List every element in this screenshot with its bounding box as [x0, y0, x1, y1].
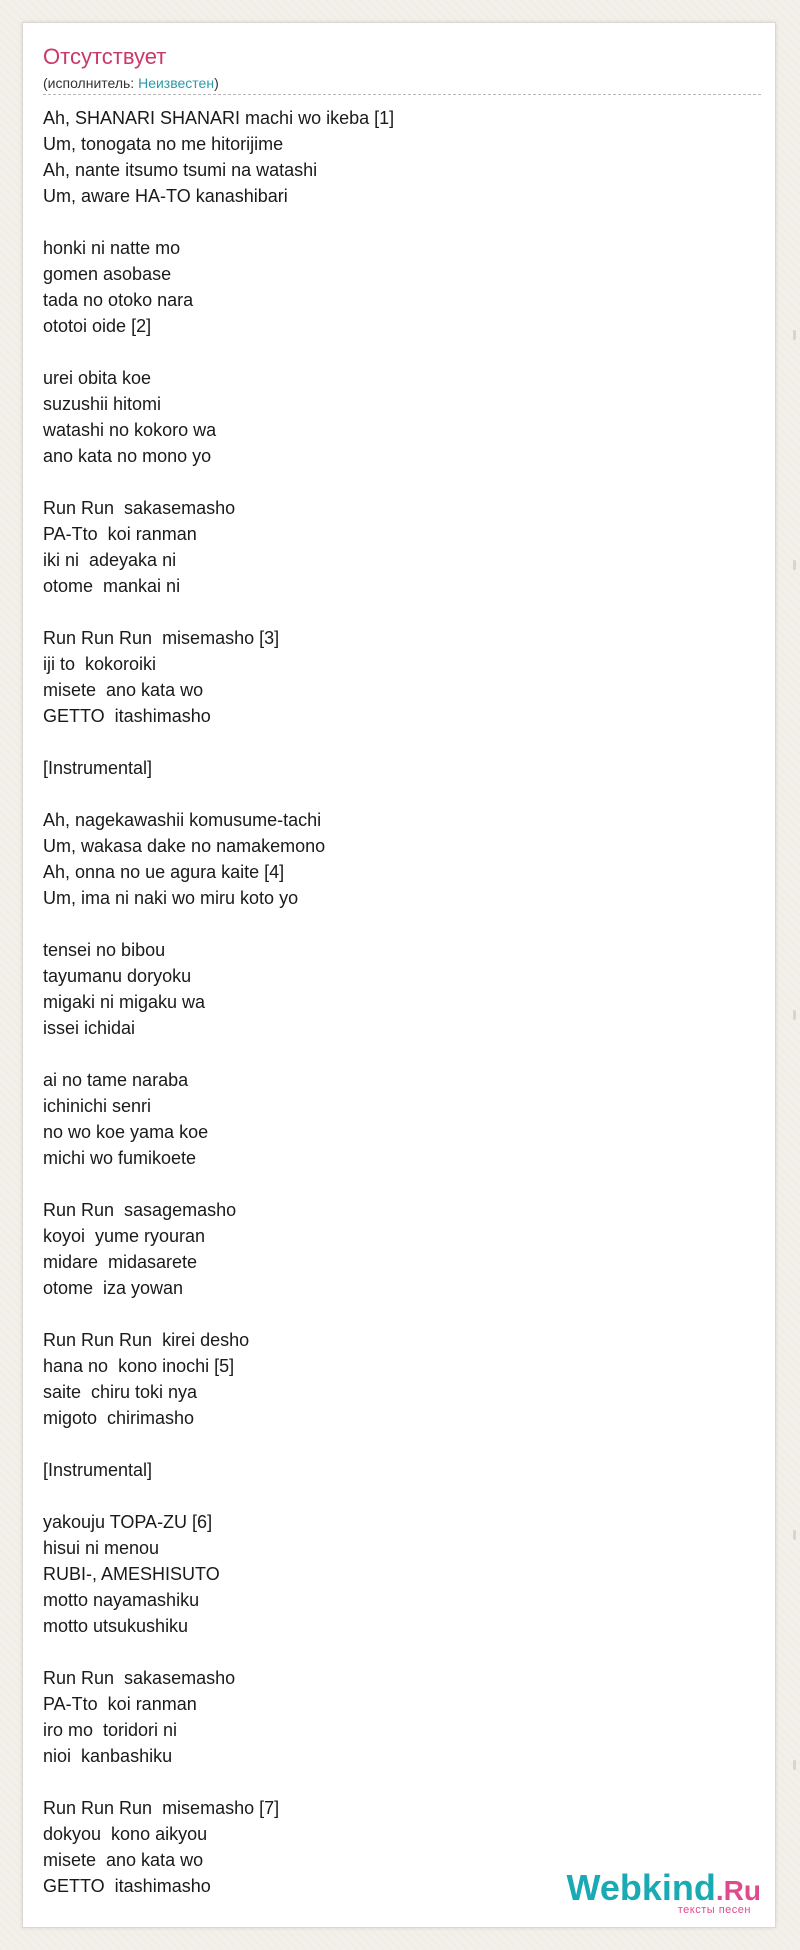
lyrics-blank-line [43, 1769, 743, 1795]
lyrics-line: tada no otoko nara [43, 290, 194, 310]
lyrics-line: Ah, onna no ue agura kaite [4] [43, 862, 285, 882]
lyrics-line: koyoi yume ryouran [43, 1226, 206, 1246]
lyrics-line: nioi kanbashiku [43, 1746, 173, 1766]
lyrics-line: tensei no bibou [43, 940, 166, 960]
lyrics-line: iji to kokoroiki [43, 654, 157, 674]
lyrics-line: saite chiru toki nya [43, 1382, 198, 1402]
lyrics-blank-line [43, 599, 743, 625]
lyrics-line: GETTO itashimasho [43, 706, 211, 726]
lyrics-line: Ah, nagekawashii komusume-tachi [43, 810, 322, 830]
lyrics-line: Um, aware HA-TO kanashibari [43, 186, 288, 206]
lyrics-line: Run Run sasagemasho [43, 1200, 237, 1220]
lyrics-line: iro mo toridori ni [43, 1720, 178, 1740]
lyrics-line: yakouju TOPA-ZU [6] [43, 1512, 213, 1532]
lyrics-line: issei ichidai [43, 1018, 136, 1038]
lyrics-line: hisui ni menou [43, 1538, 160, 1558]
lyrics-line: ano kata no mono yo [43, 446, 212, 466]
side-decoration [793, 1760, 796, 1770]
lyrics-line: Run Run Run misemasho [3] [43, 628, 280, 648]
lyrics-line: otome mankai ni [43, 576, 181, 596]
lyrics-line: GETTO itashimasho [43, 1876, 211, 1896]
lyrics-line: Um, tonogata no me hitorijime [43, 134, 284, 154]
artist-line [43, 74, 219, 92]
lyrics-blank-line [43, 1171, 743, 1197]
lyrics-blank-line [43, 729, 743, 755]
artist-prefix: (исполнитель: [43, 75, 139, 91]
lyrics-text [43, 105, 743, 1899]
lyrics-blank-line [43, 1041, 743, 1067]
lyrics-line: midare midasarete [43, 1252, 198, 1272]
site-logo[interactable] [521, 1868, 761, 1918]
lyrics-blank-line [43, 469, 743, 495]
lyrics-blank-line [43, 1483, 743, 1509]
lyrics-line: gomen asobase [43, 264, 172, 284]
lyrics-line: motto nayamashiku [43, 1590, 200, 1610]
lyrics-line: ichinichi senri [43, 1096, 152, 1116]
logo-tld: .Ru [715, 1875, 761, 1906]
side-decoration [793, 1010, 796, 1020]
lyrics-line: misete ano kata wo [43, 1850, 204, 1870]
lyrics-line: urei obita koe [43, 368, 152, 388]
lyrics-blank-line [43, 1639, 743, 1665]
lyrics-blank-line [43, 1301, 743, 1327]
lyrics-line: Um, ima ni naki wo miru koto yo [43, 888, 299, 908]
lyrics-line: ototoi oide [2] [43, 316, 152, 336]
lyrics-line: tayumanu doryoku [43, 966, 192, 986]
lyrics-line: migaki ni migaku wa [43, 992, 206, 1012]
lyrics-line: watashi no kokoro wa [43, 420, 217, 440]
lyrics-line: dokyou kono aikyou [43, 1824, 208, 1844]
artist-link[interactable]: Неизвестен [138, 75, 215, 91]
lyrics-line: RUBI-, AMESHISUTO [43, 1564, 220, 1584]
lyrics-line: Run Run Run misemasho [7] [43, 1798, 280, 1818]
lyrics-line: PA-Tto koi ranman [43, 1694, 197, 1714]
lyrics-line: suzushii hitomi [43, 394, 162, 414]
lyrics-line: Ah, SHANARI SHANARI machi wo ikeba [1] [43, 108, 395, 128]
logo-tagline: тексты песен [677, 1904, 751, 1916]
lyrics-blank-line [43, 339, 743, 365]
logo-brand: Webkind [566, 1867, 716, 1908]
side-decoration [793, 330, 796, 340]
lyrics-line: Run Run sakasemasho [43, 498, 236, 518]
lyrics-line: honki ni natte mo [43, 238, 181, 258]
lyrics-card [22, 22, 776, 1928]
lyrics-line: [Instrumental] [43, 1460, 153, 1480]
lyrics-line: migoto chirimasho [43, 1408, 195, 1428]
lyrics-blank-line [43, 911, 743, 937]
title-divider [43, 94, 761, 95]
lyrics-line: Um, wakasa dake no namakemono [43, 836, 326, 856]
lyrics-line: otome iza yowan [43, 1278, 184, 1298]
song-title: Отсутствует [43, 44, 167, 69]
lyrics-line: Run Run Run kirei desho [43, 1330, 250, 1350]
lyrics-blank-line [43, 1431, 743, 1457]
artist-suffix: ) [214, 75, 219, 91]
lyrics-line: Run Run sakasemasho [43, 1668, 236, 1688]
lyrics-line: hana no kono inochi [5] [43, 1356, 235, 1376]
lyrics-line: Ah, nante itsumo tsumi na watashi [43, 160, 318, 180]
lyrics-blank-line [43, 209, 743, 235]
lyrics-line: motto utsukushiku [43, 1616, 189, 1636]
lyrics-line: ai no tame naraba [43, 1070, 189, 1090]
lyrics-line: iki ni adeyaka ni [43, 550, 177, 570]
lyrics-line: PA-Tto koi ranman [43, 524, 197, 544]
side-decoration [793, 560, 796, 570]
lyrics-blank-line [43, 781, 743, 807]
lyrics-line: michi wo fumikoete [43, 1148, 197, 1168]
lyrics-line: [Instrumental] [43, 758, 153, 778]
side-decoration [793, 1530, 796, 1540]
lyrics-line: no wo koe yama koe [43, 1122, 209, 1142]
lyrics-line: misete ano kata wo [43, 680, 204, 700]
